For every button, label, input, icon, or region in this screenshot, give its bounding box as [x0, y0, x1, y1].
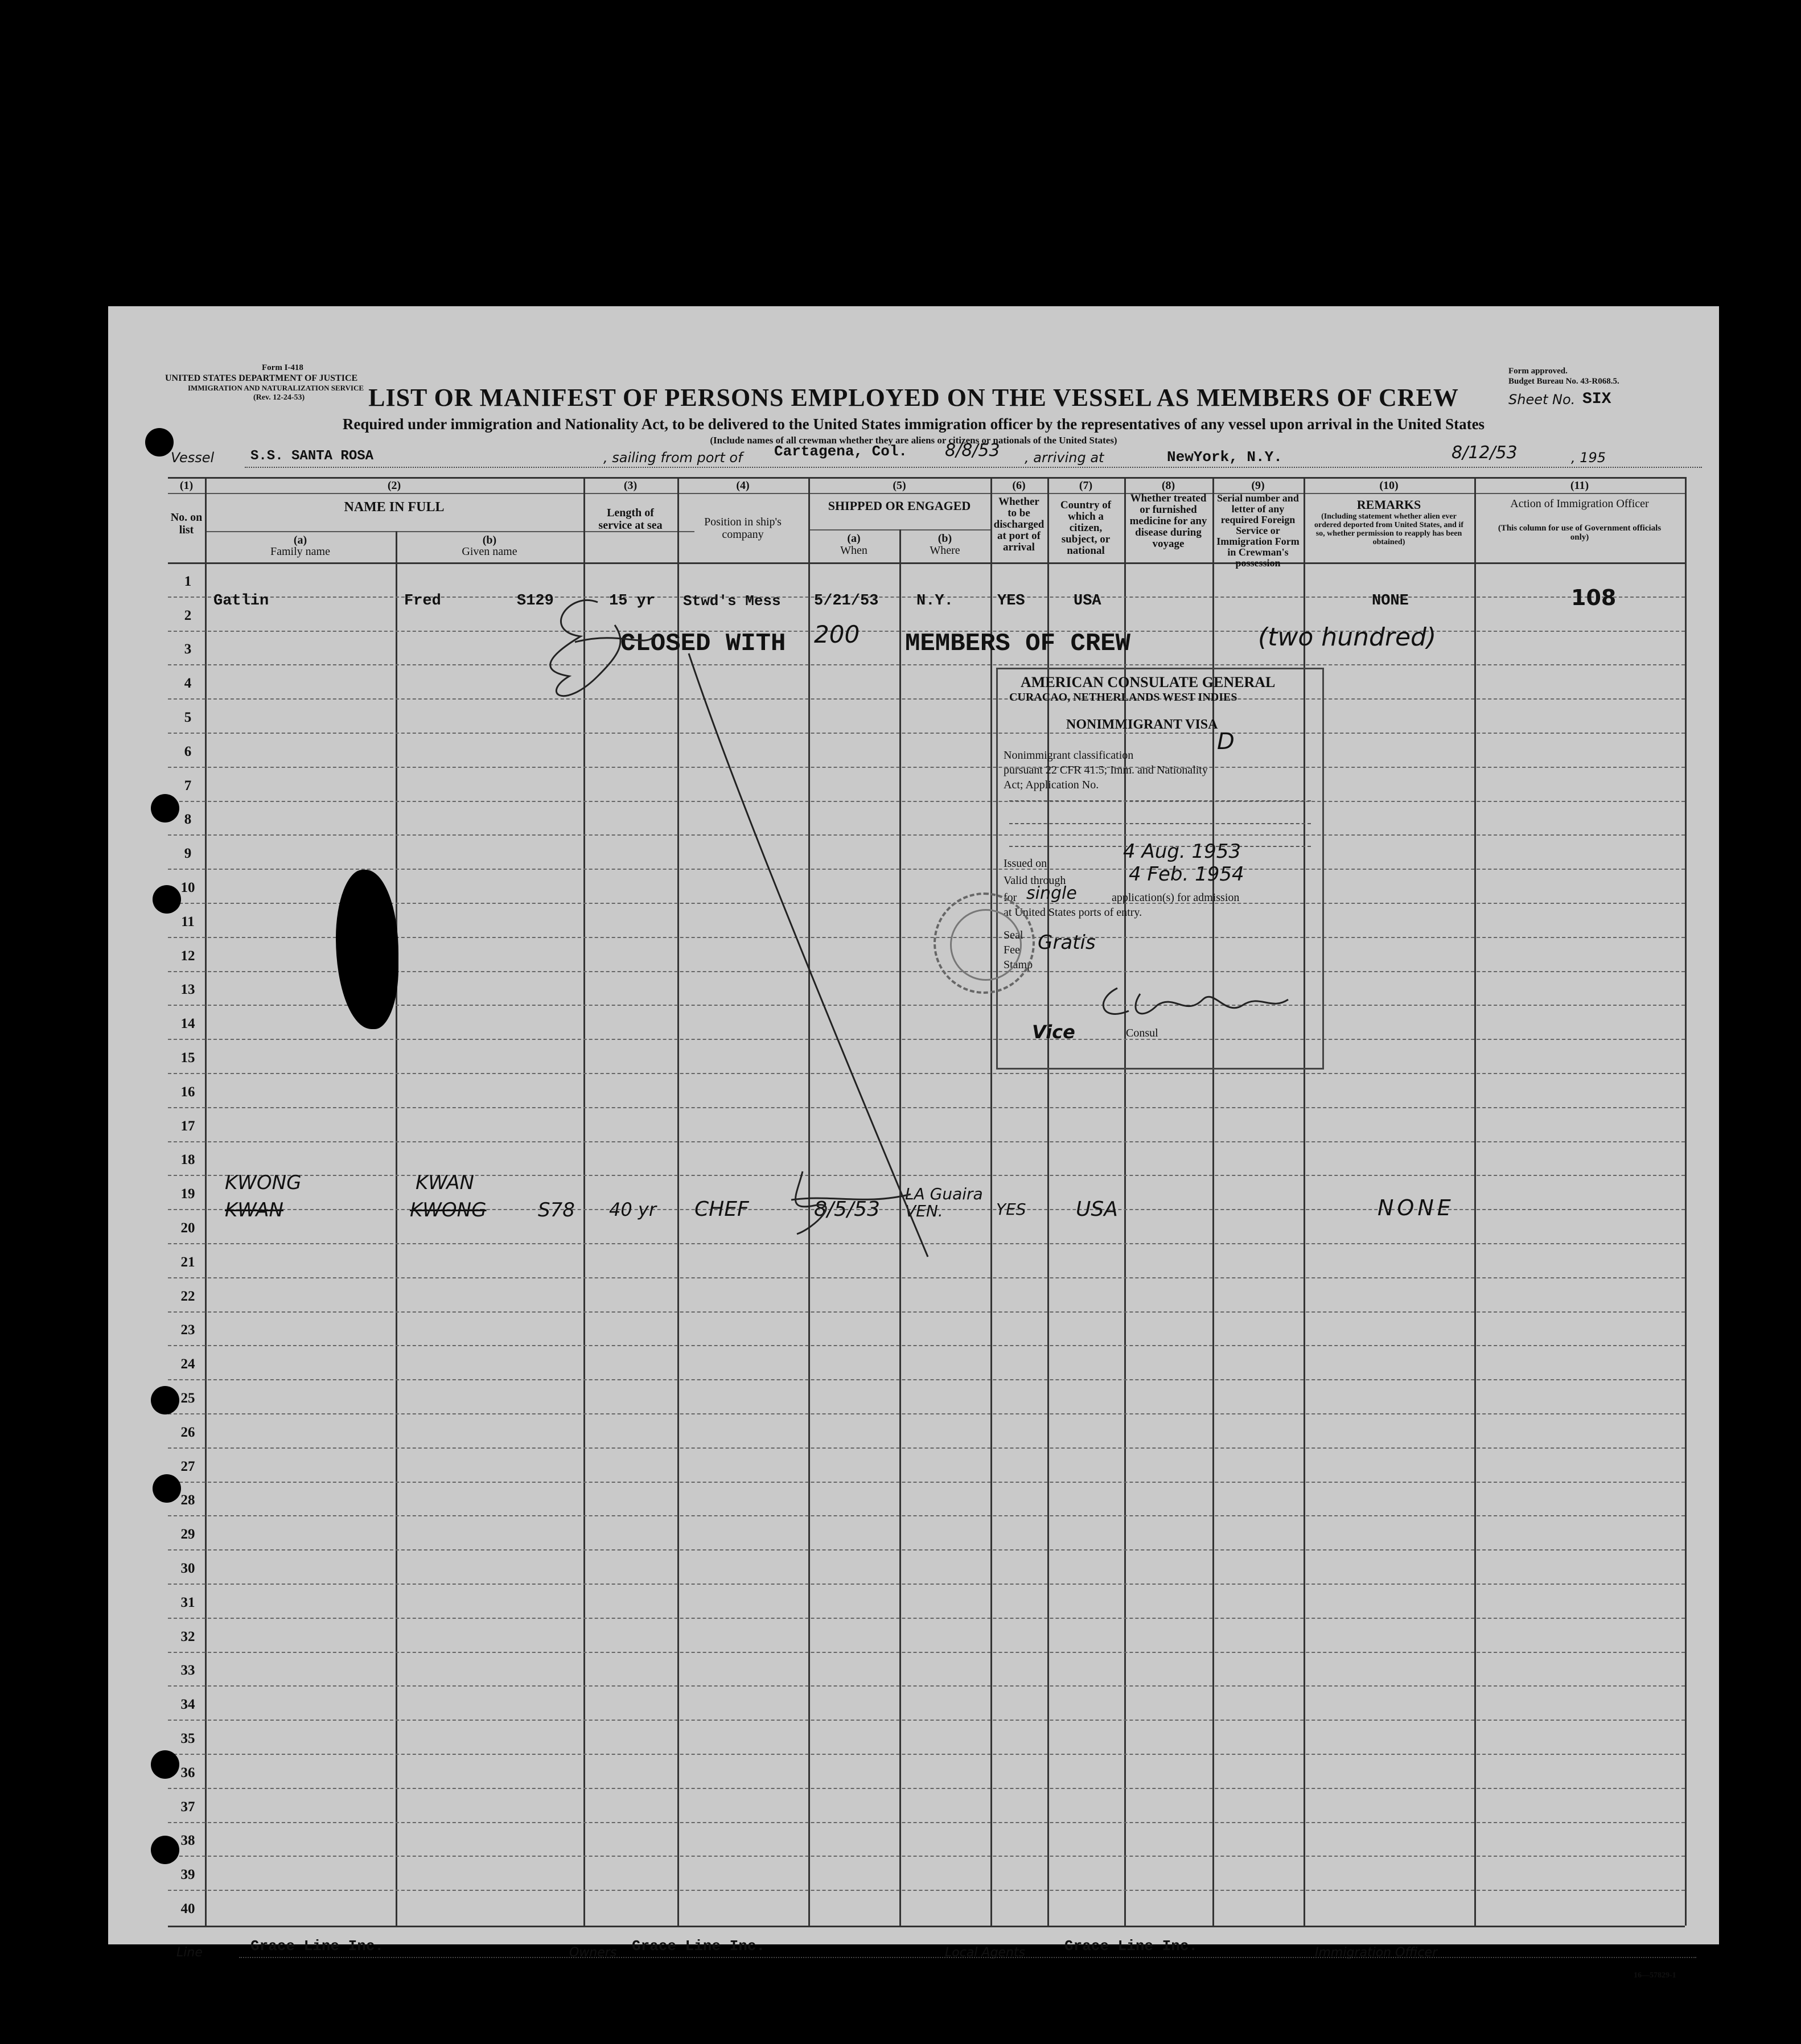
stamp-classification: Nonimmigrant classification	[1004, 749, 1134, 762]
footer-line-value: Grace Line Inc.	[250, 1938, 384, 1955]
header-remarks-note: (Including statement whether alien ever ordered deported from United States, and if so, whether permission to reapply has been obtained)	[1314, 512, 1463, 546]
sailing-port: Cartagena, Col.	[774, 443, 908, 460]
row-rule	[168, 1413, 1685, 1414]
row1-remarks: NONE	[1372, 593, 1409, 610]
stamp-location: CURACAO, NETHERLANDS WEST INDIES	[1009, 691, 1237, 704]
row-number: 10	[180, 880, 195, 895]
row-rule	[168, 1482, 1685, 1483]
table-top-rule	[168, 477, 1685, 479]
colnum-5: (5)	[893, 479, 906, 492]
initials-row1	[550, 600, 620, 696]
row-rule	[168, 1447, 1685, 1449]
row-rule	[168, 1311, 1685, 1313]
stamp-admission: application(s) for admission	[1112, 891, 1240, 904]
arrival-port: NewYork, N.Y.	[1167, 449, 1282, 466]
row-number: 12	[180, 948, 195, 964]
row-rule	[168, 1618, 1685, 1619]
sheet-number: SIX	[1582, 390, 1611, 408]
row19-given-name: KWAN	[416, 1171, 474, 1194]
col-divider-5b	[990, 477, 992, 1926]
row-number: 16	[180, 1084, 195, 1100]
colnum-10: (10)	[1379, 479, 1399, 492]
header-action: Action of Immigration Officer	[1510, 497, 1649, 510]
row-number: 3	[184, 641, 192, 657]
manifest-sheet	[108, 306, 1719, 1980]
colnum-3: (3)	[623, 479, 638, 492]
row19-remarks: NONE	[1378, 1195, 1454, 1220]
row-number: 7	[184, 778, 192, 793]
stamp-issued-label: Issued on	[1004, 857, 1047, 870]
row-number: 6	[184, 744, 192, 759]
row19-country: USA	[1076, 1198, 1118, 1221]
colnum-5a: (a)	[847, 532, 861, 545]
consul-signature-stroke	[1103, 988, 1288, 1014]
row19-serial: S78	[538, 1199, 575, 1222]
row-number: 33	[180, 1663, 195, 1678]
row-rule	[168, 1277, 1685, 1278]
row-number: 4	[184, 676, 192, 691]
row19-position: CHEF	[694, 1198, 749, 1221]
row19-service: 40 yr	[609, 1199, 656, 1220]
footer-owners-value: Grace Line Inc.	[632, 1938, 766, 1955]
agency: UNITED STATES DEPARTMENT OF JUSTICE	[165, 373, 358, 383]
row-number: 38	[180, 1833, 195, 1848]
sheet-label: Sheet No.	[1508, 392, 1576, 408]
row-rule	[168, 1754, 1685, 1755]
row-number: 36	[180, 1765, 195, 1780]
vessel-label: Vessel	[171, 450, 215, 466]
row1-country: USA	[1074, 593, 1101, 610]
row-number: 27	[180, 1459, 195, 1474]
row1-where: N.Y.	[916, 593, 953, 610]
voyage-underline	[245, 467, 1702, 468]
header-where: Where	[930, 544, 960, 557]
row-rule	[168, 1788, 1685, 1789]
row-number: 14	[180, 1016, 195, 1031]
row1-when: 5/21/53	[814, 593, 879, 610]
header-name-in-full: NAME IN FULL	[344, 500, 445, 515]
row-number: 2	[184, 608, 192, 623]
header-discharged: Whether to be discharged at port of arrival	[993, 496, 1045, 553]
row-number: 9	[184, 846, 192, 861]
row-rule	[168, 1720, 1685, 1721]
row-rule	[168, 1549, 1685, 1551]
approval: Form approved.	[1508, 367, 1568, 376]
header-no-on-list: No. on list	[170, 511, 203, 536]
footer-agents-label: Local Agents	[945, 1946, 1025, 1960]
sailing-label: , sailing from port of	[603, 450, 743, 466]
initials-tail	[575, 636, 655, 642]
footer-officer-label: Immigration Officer	[1315, 1946, 1438, 1960]
colnum-2b: (b)	[482, 534, 497, 546]
colnum-7: (7)	[1079, 479, 1093, 492]
binder-hole	[153, 885, 181, 914]
table-bottom-rule	[168, 1926, 1685, 1927]
row-number: 30	[180, 1561, 195, 1576]
stamp-stamp-label: Stamp	[1004, 959, 1033, 971]
form-number: Form I-418	[262, 363, 303, 372]
revision: (Rev. 12-24-53)	[253, 393, 305, 402]
row-rule	[168, 1652, 1685, 1653]
stamp-visa-type: NONIMMIGRANT VISA	[1066, 717, 1218, 732]
header-given-name: Given name	[462, 545, 517, 558]
service: IMMIGRATION AND NATURALIZATION SERVICE	[188, 384, 364, 392]
row-number: 17	[180, 1118, 195, 1134]
row-number: 26	[180, 1425, 195, 1440]
row1-service: 15 yr	[609, 593, 656, 610]
stamp-valid-label: Valid through	[1004, 874, 1066, 887]
row-number: 15	[180, 1050, 195, 1066]
footer-owners-label: Owners	[569, 1946, 617, 1960]
stamp-class-letter: D	[1217, 729, 1235, 755]
row1-position: Stwd's Mess	[683, 593, 781, 610]
header-action-note: (This column for use of Government officials only)	[1498, 524, 1662, 542]
row19-discharge: YES	[996, 1200, 1026, 1219]
row-number: 8	[184, 812, 192, 827]
row-number: 13	[180, 982, 195, 997]
row1-family-name: Gatlin	[213, 593, 269, 610]
binder-hole	[151, 794, 179, 822]
header-serial-number: Serial number and letter of any required Foreign Service or Immigration Form in Crewman's possession	[1216, 492, 1300, 569]
row19-family-name-struck: KWAN	[225, 1199, 283, 1222]
row-rule	[168, 1822, 1685, 1823]
row-number: 21	[180, 1255, 195, 1270]
closing-words: (two hundred)	[1258, 623, 1437, 652]
stamp-pursuant: pursuant 22 CFR 41.5; Imm. and Nationality	[1004, 764, 1208, 776]
print-code: 16—57829-1	[1634, 1971, 1676, 1980]
colnum-9: (9)	[1251, 479, 1265, 492]
row1-action: 108	[1571, 585, 1617, 610]
header-when: When	[840, 544, 867, 557]
row-number: 39	[180, 1867, 195, 1882]
row-number: 11	[181, 914, 195, 930]
binder-hole	[151, 1750, 179, 1779]
header-family-name: Family name	[270, 545, 330, 558]
stamp-fee-value: Gratis	[1038, 931, 1096, 954]
binder-hole	[145, 428, 174, 456]
row-number: 20	[180, 1220, 195, 1236]
row1-discharge: YES	[997, 593, 1025, 610]
visa-stamp	[996, 668, 1324, 1070]
row19-family-name: KWONG	[225, 1171, 302, 1194]
colnum-1: (1)	[179, 479, 194, 492]
stamp-fee-label: Fee	[1004, 944, 1020, 956]
row-rule	[168, 1345, 1685, 1346]
subtitle: Required under immigration and Nationality Act, to be delivered to the United States immigration officer by the representatives of any vessel upon arrival in the United States	[342, 416, 1485, 433]
row-number: 23	[180, 1322, 195, 1338]
colnum-11: (11)	[1570, 479, 1589, 492]
binder-hole	[151, 1836, 179, 1864]
stamp-ports: at United States ports of entry.	[1004, 906, 1142, 919]
col-divider-10	[1474, 477, 1476, 1926]
budget-number: Budget Bureau No. 43-R068.5.	[1508, 377, 1619, 386]
footer-line-label: Line	[176, 1946, 203, 1960]
header-length-of-service: Length of service at sea	[598, 507, 663, 532]
row-number: 32	[180, 1629, 195, 1644]
row-number: 28	[180, 1492, 195, 1508]
row-number: 34	[180, 1697, 195, 1712]
stamp-valid-date: 4 Feb. 1954	[1129, 863, 1244, 886]
row-number: 37	[180, 1799, 195, 1815]
row-number: 40	[180, 1901, 195, 1916]
initials-row19-stroke	[791, 1171, 911, 1234]
col-divider-11	[1685, 477, 1687, 1926]
note: (Include names of all crewman whether they are aliens or citizens or nationals of the United States)	[710, 435, 1117, 446]
row-number: 31	[180, 1595, 195, 1610]
row1-given-name: Fred	[404, 593, 441, 610]
sailing-date: 8/8/53	[945, 441, 1000, 460]
binder-hole	[151, 1386, 179, 1414]
colnum-6: (6)	[1012, 479, 1026, 492]
year-suffix: , 195	[1571, 450, 1606, 466]
colnum-2: (2)	[387, 479, 401, 492]
row-number: 29	[180, 1527, 195, 1542]
colnum-5b: (b)	[937, 532, 952, 545]
row-rule	[168, 1515, 1685, 1516]
row-number: 5	[184, 710, 192, 725]
row-rule	[168, 1685, 1685, 1687]
header-treated: Whether treated or furnished medicine for any disease during voyage	[1129, 492, 1207, 550]
colnum-rule	[168, 493, 1685, 494]
row-number: 22	[180, 1289, 195, 1304]
colnum-8: (8)	[1161, 479, 1175, 492]
row-number: 1	[184, 574, 192, 589]
row-number: 25	[180, 1391, 195, 1406]
consular-seal	[934, 893, 1035, 994]
row-number: 19	[180, 1186, 195, 1202]
colnum-2a: (a)	[293, 534, 307, 546]
consul-signature	[1089, 977, 1305, 1028]
row-rule	[168, 1856, 1685, 1857]
binder-hole	[153, 1474, 181, 1503]
colnum-4: (4)	[736, 479, 750, 492]
footer-agents-value: Grace Line Inc.	[1064, 1938, 1198, 1955]
stamp-consulate: AMERICAN CONSULATE GENERAL	[1021, 674, 1276, 690]
stamp-rule	[1009, 823, 1311, 824]
row-number: 35	[180, 1731, 195, 1746]
row-number: 18	[180, 1152, 195, 1167]
stamp-for-label: for	[1004, 891, 1017, 904]
initials-row19	[763, 1160, 968, 1240]
row-rule	[168, 1379, 1685, 1380]
header-country: Country of which a citizen, subject, or national	[1060, 499, 1112, 557]
closing-count: 200	[814, 620, 860, 648]
row-rule	[168, 1584, 1685, 1585]
row-rule	[168, 1890, 1685, 1891]
stamp-consul-prefix: Vice	[1032, 1021, 1075, 1043]
header-remarks: REMARKS	[1356, 497, 1421, 512]
stamp-issued-date: 4 Aug. 1953	[1123, 840, 1241, 863]
stamp-rule	[1009, 800, 1311, 801]
header-shipped-or-engaged: SHIPPED OR ENGAGED	[828, 499, 971, 513]
row1-serial: S129	[517, 593, 554, 610]
stamp-for-value: single	[1026, 883, 1077, 903]
row-number: 24	[180, 1356, 195, 1372]
arriving-label: , arriving at	[1025, 450, 1104, 466]
header-position: Position in ship's company	[704, 516, 782, 541]
footer-underline	[239, 1957, 1696, 1958]
row19-where: LA Guaira VEN.	[905, 1185, 983, 1220]
col-divider-2a	[396, 531, 397, 1926]
arrival-date: 8/12/53	[1452, 443, 1518, 463]
row19-given-name-struck: KWONG	[410, 1199, 487, 1222]
closing-text-b: MEMBERS OF CREW	[905, 630, 1131, 658]
stamp-seal-label: Seal	[1004, 929, 1023, 941]
vessel-name: S.S. SANTA ROSA	[250, 449, 374, 464]
stamp-application: Act; Application No.	[1004, 779, 1099, 791]
row19-when: 8/5/53	[814, 1198, 880, 1221]
page-title: LIST OR MANIFEST OF PERSONS EMPLOYED ON THE VESSEL AS MEMBERS OF CREW	[368, 384, 1459, 412]
closing-text-a: CLOSED WITH	[620, 630, 786, 658]
stamp-consul-label: Consul	[1126, 1027, 1158, 1039]
